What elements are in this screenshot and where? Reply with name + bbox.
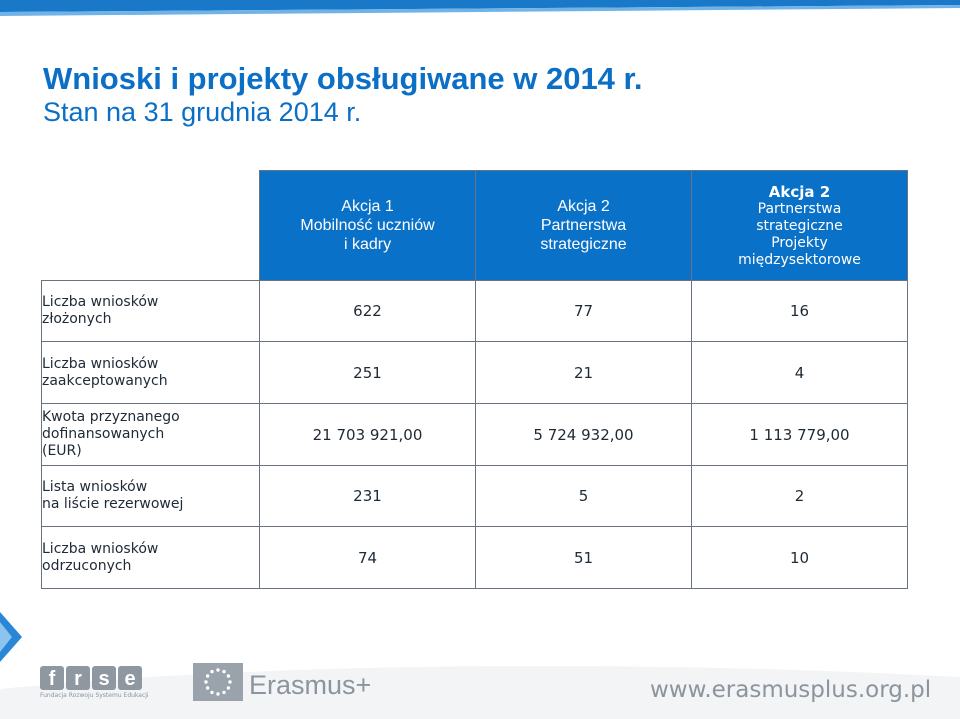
table-cell: 10 [692, 527, 908, 589]
table-cell: 231 [260, 466, 476, 527]
table-cell: 21 703 921,00 [260, 404, 476, 466]
row-label-line: Liczba wniosków [42, 294, 159, 310]
header-line: Akcja 2 [768, 182, 831, 201]
column-header-akcja2-miedzysektorowe [692, 171, 908, 281]
table-row [42, 404, 908, 466]
table-cell: 77 [476, 281, 692, 342]
projects-table [41, 170, 908, 589]
row-label-line: Kwota przyznanego [42, 409, 180, 425]
table-row [42, 281, 908, 342]
frse-logo-text: r [74, 668, 82, 690]
table-cell: 5 724 932,00 [476, 404, 692, 466]
header-line: Akcja 2 [557, 198, 610, 215]
page-title: Wnioski i projekty obsługiwane w 2014 r. [43, 61, 643, 96]
header-line: międzysektorowe [738, 251, 861, 268]
frse-logo-text: s [98, 668, 110, 690]
header-line: strategiczne [540, 236, 627, 253]
table-cell: 2 [692, 466, 908, 527]
row-label-line: złożonych [42, 311, 112, 327]
website-url: www.erasmusplus.org.pl [650, 677, 932, 703]
column-header-akcja2 [476, 171, 692, 281]
table-cell: 622 [260, 281, 476, 342]
table-cell: 74 [260, 527, 476, 589]
table-cell: 51 [476, 527, 692, 589]
top-decoration-bar [0, 0, 960, 16]
column-header-akcja1 [260, 171, 476, 281]
row-label [42, 281, 260, 342]
row-label-line: (EUR) [42, 443, 82, 459]
table-cell: 251 [260, 342, 476, 404]
table-cell: 4 [692, 342, 908, 404]
table-corner [42, 171, 260, 281]
header-line: Mobilność uczniów [300, 217, 435, 234]
row-label-line: Lista wniosków [42, 479, 148, 495]
row-label-line: Liczba wniosków [42, 540, 159, 557]
header-line: Akcja 1 [341, 198, 394, 215]
table-cell: 16 [692, 281, 908, 342]
table-cell: 1 113 779,00 [692, 404, 908, 466]
row-label-line: odrzuconych [42, 557, 132, 574]
header-line: Partnerstwa [757, 200, 842, 217]
header-line: Partnerstwa [540, 217, 627, 234]
row-label-line: dofinansowanych [42, 426, 165, 442]
table-row [42, 466, 908, 527]
frse-logo [40, 666, 144, 692]
row-label [42, 466, 260, 527]
frse-caption: Fundacja Rozwoju Systemu Edukacji [40, 692, 149, 699]
header-line: Projekty [771, 234, 828, 251]
header-line: i kadry [343, 236, 392, 253]
table-header-row [42, 171, 908, 281]
row-label-line: Liczba wniosków [42, 355, 159, 372]
table-row [42, 342, 908, 404]
header-line: strategiczne [756, 217, 843, 234]
page-subtitle: Stan na 31 grudnia 2014 r. [43, 97, 362, 127]
table-cell: 21 [476, 342, 692, 404]
row-label [42, 342, 260, 404]
row-label-line: zaakceptowanych [42, 372, 168, 389]
table-cell: 5 [476, 466, 692, 527]
erasmus-plus-logo: Erasmus+ [249, 670, 372, 700]
row-label [42, 404, 260, 466]
row-label [42, 527, 260, 589]
frse-logo-text: e [124, 668, 136, 690]
row-label-line: na liście rezerwowej [42, 496, 184, 512]
frse-logo-text: f [48, 668, 56, 690]
eu-flag-icon [193, 663, 243, 701]
table-row [42, 527, 908, 589]
